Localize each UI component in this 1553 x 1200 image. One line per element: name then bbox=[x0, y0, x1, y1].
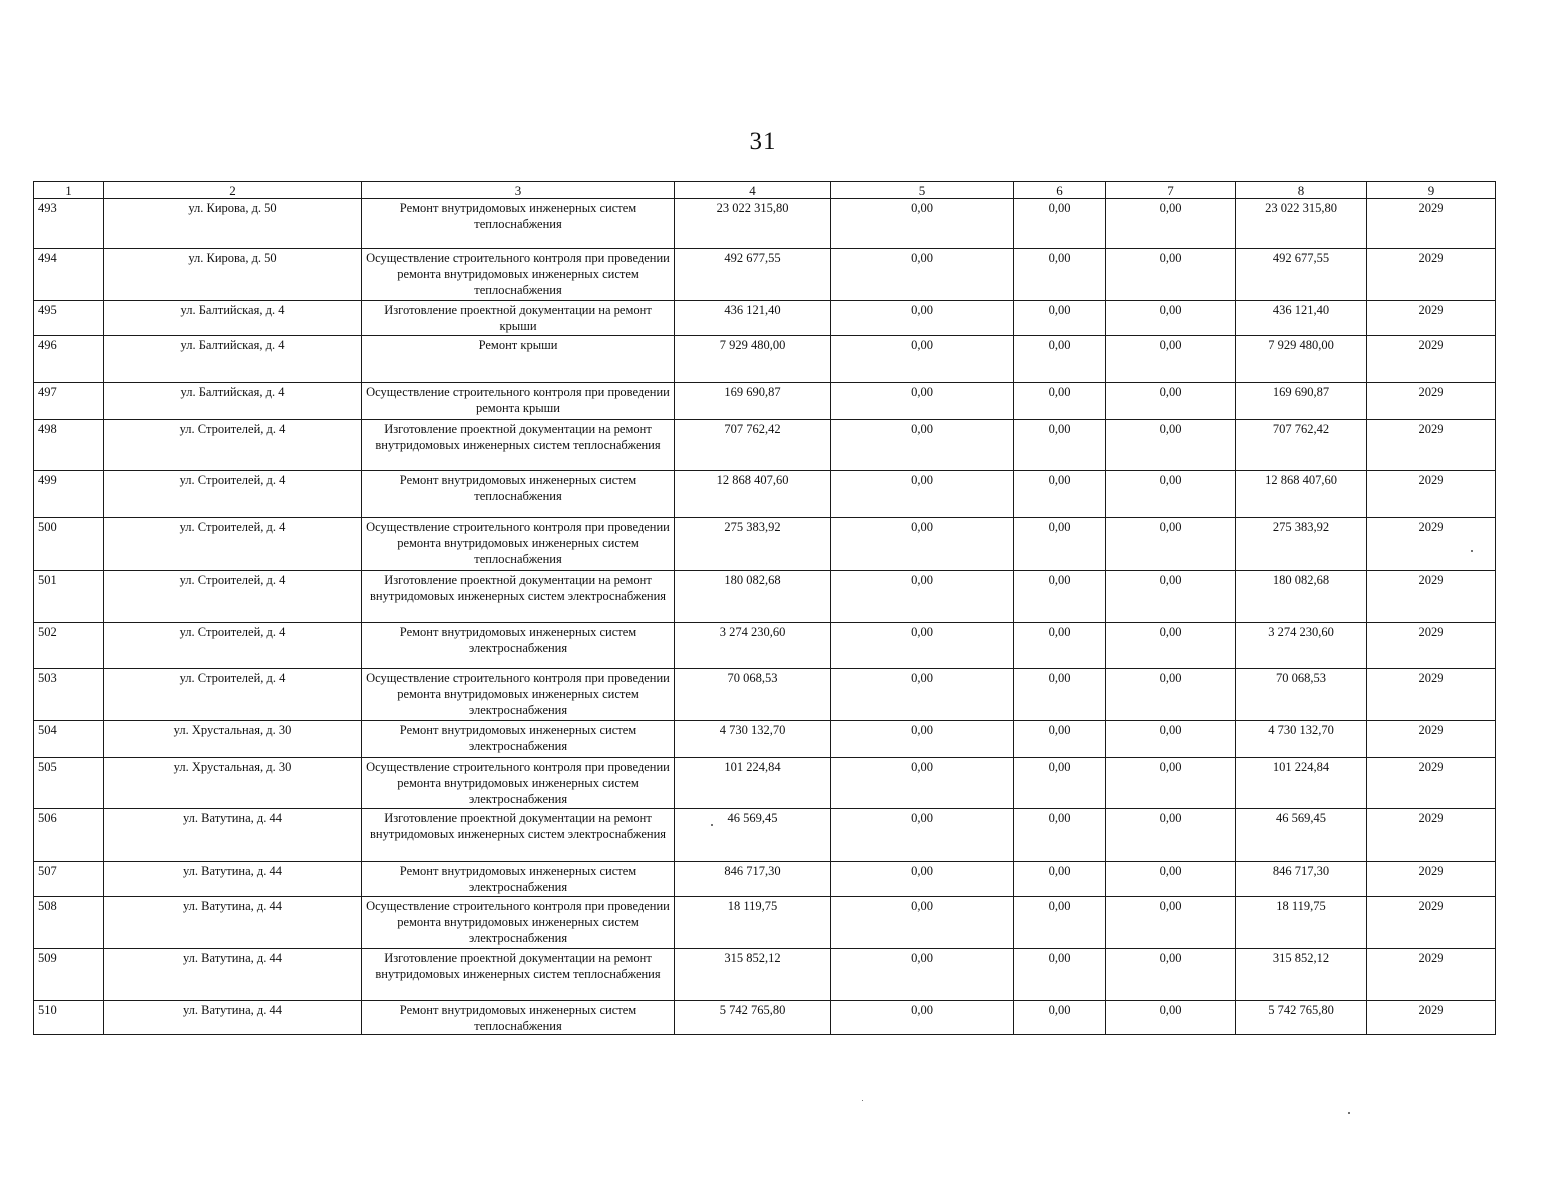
address-cell: ул. Ватутина, д. 44 bbox=[104, 949, 362, 1001]
local-budget-cell: 0,00 bbox=[1106, 862, 1236, 897]
total-cost-cell: 169 690,87 bbox=[675, 383, 831, 420]
owners-funds-cell: 315 852,12 bbox=[1236, 949, 1367, 1001]
local-budget-cell: 0,00 bbox=[1106, 721, 1236, 758]
address-cell: ул. Хрустальная, д. 30 bbox=[104, 721, 362, 758]
table-row bbox=[34, 249, 1496, 301]
owners-funds-cell: 5 742 765,80 bbox=[1236, 1001, 1367, 1035]
local-budget-cell: 0,00 bbox=[1106, 758, 1236, 809]
table-row bbox=[34, 518, 1496, 571]
fund-cell: 0,00 bbox=[831, 383, 1014, 420]
work-type-cell: Ремонт внутридомовых инженерных систем электроснабжения bbox=[362, 623, 675, 669]
budget-cell: 0,00 bbox=[1014, 669, 1106, 721]
address-cell: ул. Ватутина, д. 44 bbox=[104, 1001, 362, 1035]
work-type-cell: Изготовление проектной документации на ремонт внутридомовых инженерных систем электроснабжения bbox=[362, 809, 675, 862]
budget-cell: 0,00 bbox=[1014, 471, 1106, 518]
total-cost-cell: 4 730 132,70 bbox=[675, 721, 831, 758]
fund-cell: 0,00 bbox=[831, 199, 1014, 249]
owners-funds-cell: 46 569,45 bbox=[1236, 809, 1367, 862]
row-number: 498 bbox=[34, 420, 104, 471]
row-number: 499 bbox=[34, 471, 104, 518]
table-row bbox=[34, 1001, 1496, 1035]
address-cell: ул. Ватутина, д. 44 bbox=[104, 897, 362, 949]
column-header: 5 bbox=[831, 182, 1014, 199]
budget-cell: 0,00 bbox=[1014, 420, 1106, 471]
year-cell: 2029 bbox=[1367, 897, 1496, 949]
year-cell: 2029 bbox=[1367, 721, 1496, 758]
local-budget-cell: 0,00 bbox=[1106, 518, 1236, 571]
local-budget-cell: 0,00 bbox=[1106, 420, 1236, 471]
row-number: 497 bbox=[34, 383, 104, 420]
total-cost-cell: 5 742 765,80 bbox=[675, 1001, 831, 1035]
fund-cell: 0,00 bbox=[831, 336, 1014, 383]
year-cell: 2029 bbox=[1367, 336, 1496, 383]
work-type-cell: Изготовление проектной документации на ремонт крыши bbox=[362, 301, 675, 336]
table-row bbox=[34, 420, 1496, 471]
work-type-cell: Осуществление строительного контроля при проведении ремонта внутридомовых инженерных систем теплоснабжения bbox=[362, 518, 675, 571]
owners-funds-cell: 4 730 132,70 bbox=[1236, 721, 1367, 758]
year-cell: 2029 bbox=[1367, 571, 1496, 623]
fund-cell: 0,00 bbox=[831, 809, 1014, 862]
total-cost-cell: 180 082,68 bbox=[675, 571, 831, 623]
fund-cell: 0,00 bbox=[831, 623, 1014, 669]
fund-cell: 0,00 bbox=[831, 518, 1014, 571]
owners-funds-cell: 846 717,30 bbox=[1236, 862, 1367, 897]
work-type-cell: Ремонт внутридомовых инженерных систем электроснабжения bbox=[362, 862, 675, 897]
owners-funds-cell: 707 762,42 bbox=[1236, 420, 1367, 471]
row-number: 500 bbox=[34, 518, 104, 571]
work-type-cell: Ремонт внутридомовых инженерных систем теплоснабжения bbox=[362, 199, 675, 249]
table-row bbox=[34, 721, 1496, 758]
budget-cell: 0,00 bbox=[1014, 199, 1106, 249]
year-cell: 2029 bbox=[1367, 301, 1496, 336]
budget-cell: 0,00 bbox=[1014, 721, 1106, 758]
local-budget-cell: 0,00 bbox=[1106, 249, 1236, 301]
scan-speck bbox=[862, 1100, 863, 1101]
page-number: 31 bbox=[749, 128, 777, 155]
row-number: 509 bbox=[34, 949, 104, 1001]
budget-cell: 0,00 bbox=[1014, 623, 1106, 669]
total-cost-cell: 492 677,55 bbox=[675, 249, 831, 301]
table-row bbox=[34, 336, 1496, 383]
total-cost-cell: 46 569,45 bbox=[675, 809, 831, 862]
row-number: 494 bbox=[34, 249, 104, 301]
year-cell: 2029 bbox=[1367, 1001, 1496, 1035]
owners-funds-cell: 7 929 480,00 bbox=[1236, 336, 1367, 383]
table-row bbox=[34, 301, 1496, 336]
budget-cell: 0,00 bbox=[1014, 862, 1106, 897]
year-cell: 2029 bbox=[1367, 809, 1496, 862]
address-cell: ул. Строителей, д. 4 bbox=[104, 518, 362, 571]
total-cost-cell: 18 119,75 bbox=[675, 897, 831, 949]
owners-funds-cell: 12 868 407,60 bbox=[1236, 471, 1367, 518]
budget-cell: 0,00 bbox=[1014, 949, 1106, 1001]
local-budget-cell: 0,00 bbox=[1106, 623, 1236, 669]
row-number: 493 bbox=[34, 199, 104, 249]
owners-funds-cell: 23 022 315,80 bbox=[1236, 199, 1367, 249]
fund-cell: 0,00 bbox=[831, 1001, 1014, 1035]
address-cell: ул. Хрустальная, д. 30 bbox=[104, 758, 362, 809]
row-number: 508 bbox=[34, 897, 104, 949]
fund-cell: 0,00 bbox=[831, 862, 1014, 897]
work-type-cell: Изготовление проектной документации на ремонт внутридомовых инженерных систем теплоснабжения bbox=[362, 420, 675, 471]
local-budget-cell: 0,00 bbox=[1106, 1001, 1236, 1035]
table-row bbox=[34, 199, 1496, 249]
budget-cell: 0,00 bbox=[1014, 301, 1106, 336]
owners-funds-cell: 101 224,84 bbox=[1236, 758, 1367, 809]
table-row bbox=[34, 949, 1496, 1001]
local-budget-cell: 0,00 bbox=[1106, 571, 1236, 623]
header-row bbox=[34, 182, 1496, 199]
local-budget-cell: 0,00 bbox=[1106, 809, 1236, 862]
address-cell: ул. Строителей, д. 4 bbox=[104, 571, 362, 623]
fund-cell: 0,00 bbox=[831, 758, 1014, 809]
row-number: 504 bbox=[34, 721, 104, 758]
owners-funds-cell: 492 677,55 bbox=[1236, 249, 1367, 301]
scan-speck bbox=[1348, 1112, 1350, 1114]
address-cell: ул. Кирова, д. 50 bbox=[104, 249, 362, 301]
owners-funds-cell: 275 383,92 bbox=[1236, 518, 1367, 571]
table-row bbox=[34, 623, 1496, 669]
column-header: 4 bbox=[675, 182, 831, 199]
work-type-cell: Ремонт внутридомовых инженерных систем теплоснабжения bbox=[362, 1001, 675, 1035]
row-number: 506 bbox=[34, 809, 104, 862]
owners-funds-cell: 3 274 230,60 bbox=[1236, 623, 1367, 669]
table-row bbox=[34, 571, 1496, 623]
table-row bbox=[34, 471, 1496, 518]
budget-cell: 0,00 bbox=[1014, 336, 1106, 383]
row-number: 495 bbox=[34, 301, 104, 336]
budget-cell: 0,00 bbox=[1014, 809, 1106, 862]
budget-cell: 0,00 bbox=[1014, 383, 1106, 420]
budget-cell: 0,00 bbox=[1014, 1001, 1106, 1035]
total-cost-cell: 7 929 480,00 bbox=[675, 336, 831, 383]
owners-funds-cell: 180 082,68 bbox=[1236, 571, 1367, 623]
total-cost-cell: 12 868 407,60 bbox=[675, 471, 831, 518]
table-row bbox=[34, 862, 1496, 897]
year-cell: 2029 bbox=[1367, 623, 1496, 669]
work-type-cell: Осуществление строительного контроля при проведении ремонта внутридомовых инженерных систем электроснабжения bbox=[362, 669, 675, 721]
local-budget-cell: 0,00 bbox=[1106, 383, 1236, 420]
year-cell: 2029 bbox=[1367, 199, 1496, 249]
column-header: 2 bbox=[104, 182, 362, 199]
row-number: 507 bbox=[34, 862, 104, 897]
local-budget-cell: 0,00 bbox=[1106, 949, 1236, 1001]
table-row bbox=[34, 758, 1496, 809]
year-cell: 2029 bbox=[1367, 862, 1496, 897]
local-budget-cell: 0,00 bbox=[1106, 897, 1236, 949]
work-type-cell: Ремонт крыши bbox=[362, 336, 675, 383]
row-number: 505 bbox=[34, 758, 104, 809]
address-cell: ул. Строителей, д. 4 bbox=[104, 471, 362, 518]
total-cost-cell: 846 717,30 bbox=[675, 862, 831, 897]
total-cost-cell: 436 121,40 bbox=[675, 301, 831, 336]
row-number: 496 bbox=[34, 336, 104, 383]
local-budget-cell: 0,00 bbox=[1106, 336, 1236, 383]
year-cell: 2029 bbox=[1367, 420, 1496, 471]
owners-funds-cell: 70 068,53 bbox=[1236, 669, 1367, 721]
local-budget-cell: 0,00 bbox=[1106, 199, 1236, 249]
owners-funds-cell: 436 121,40 bbox=[1236, 301, 1367, 336]
column-header: 1 bbox=[34, 182, 104, 199]
work-type-cell: Осуществление строительного контроля при проведении ремонта внутридомовых инженерных систем электроснабжения bbox=[362, 758, 675, 809]
row-number: 503 bbox=[34, 669, 104, 721]
total-cost-cell: 70 068,53 bbox=[675, 669, 831, 721]
work-type-cell: Ремонт внутридомовых инженерных систем теплоснабжения bbox=[362, 471, 675, 518]
work-type-cell: Осуществление строительного контроля при проведении ремонта крыши bbox=[362, 383, 675, 420]
budget-cell: 0,00 bbox=[1014, 571, 1106, 623]
column-header: 8 bbox=[1236, 182, 1367, 199]
schedule-table bbox=[33, 181, 1496, 1035]
year-cell: 2029 bbox=[1367, 383, 1496, 420]
total-cost-cell: 101 224,84 bbox=[675, 758, 831, 809]
column-header: 9 bbox=[1367, 182, 1496, 199]
work-type-cell: Ремонт внутридомовых инженерных систем электроснабжения bbox=[362, 721, 675, 758]
row-number: 501 bbox=[34, 571, 104, 623]
year-cell: 2029 bbox=[1367, 471, 1496, 518]
column-header: 7 bbox=[1106, 182, 1236, 199]
work-type-cell: Осуществление строительного контроля при проведении ремонта внутридомовых инженерных систем электроснабжения bbox=[362, 897, 675, 949]
owners-funds-cell: 169 690,87 bbox=[1236, 383, 1367, 420]
address-cell: ул. Ватутина, д. 44 bbox=[104, 862, 362, 897]
table-row bbox=[34, 897, 1496, 949]
table-row bbox=[34, 669, 1496, 721]
year-cell: 2029 bbox=[1367, 758, 1496, 809]
scan-speck bbox=[1471, 550, 1473, 552]
total-cost-cell: 315 852,12 bbox=[675, 949, 831, 1001]
owners-funds-cell: 18 119,75 bbox=[1236, 897, 1367, 949]
total-cost-cell: 707 762,42 bbox=[675, 420, 831, 471]
address-cell: ул. Балтийская, д. 4 bbox=[104, 336, 362, 383]
work-type-cell: Изготовление проектной документации на ремонт внутридомовых инженерных систем электроснабжения bbox=[362, 571, 675, 623]
address-cell: ул. Строителей, д. 4 bbox=[104, 623, 362, 669]
fund-cell: 0,00 bbox=[831, 897, 1014, 949]
fund-cell: 0,00 bbox=[831, 471, 1014, 518]
address-cell: ул. Балтийская, д. 4 bbox=[104, 301, 362, 336]
row-number: 510 bbox=[34, 1001, 104, 1035]
fund-cell: 0,00 bbox=[831, 249, 1014, 301]
year-cell: 2029 bbox=[1367, 518, 1496, 571]
local-budget-cell: 0,00 bbox=[1106, 301, 1236, 336]
total-cost-cell: 3 274 230,60 bbox=[675, 623, 831, 669]
budget-cell: 0,00 bbox=[1014, 758, 1106, 809]
fund-cell: 0,00 bbox=[831, 669, 1014, 721]
address-cell: ул. Ватутина, д. 44 bbox=[104, 809, 362, 862]
local-budget-cell: 0,00 bbox=[1106, 471, 1236, 518]
fund-cell: 0,00 bbox=[831, 949, 1014, 1001]
year-cell: 2029 bbox=[1367, 669, 1496, 721]
row-number: 502 bbox=[34, 623, 104, 669]
fund-cell: 0,00 bbox=[831, 301, 1014, 336]
address-cell: ул. Кирова, д. 50 bbox=[104, 199, 362, 249]
address-cell: ул. Балтийская, д. 4 bbox=[104, 383, 362, 420]
scan-speck bbox=[711, 824, 713, 826]
budget-cell: 0,00 bbox=[1014, 518, 1106, 571]
work-type-cell: Изготовление проектной документации на ремонт внутридомовых инженерных систем теплоснабжения bbox=[362, 949, 675, 1001]
work-type-cell: Осуществление строительного контроля при проведении ремонта внутридомовых инженерных систем теплоснабжения bbox=[362, 249, 675, 301]
column-header: 3 bbox=[362, 182, 675, 199]
budget-cell: 0,00 bbox=[1014, 249, 1106, 301]
fund-cell: 0,00 bbox=[831, 721, 1014, 758]
table-row bbox=[34, 809, 1496, 862]
budget-cell: 0,00 bbox=[1014, 897, 1106, 949]
year-cell: 2029 bbox=[1367, 949, 1496, 1001]
table-row bbox=[34, 383, 1496, 420]
address-cell: ул. Строителей, д. 4 bbox=[104, 669, 362, 721]
local-budget-cell: 0,00 bbox=[1106, 669, 1236, 721]
fund-cell: 0,00 bbox=[831, 571, 1014, 623]
fund-cell: 0,00 bbox=[831, 420, 1014, 471]
total-cost-cell: 23 022 315,80 bbox=[675, 199, 831, 249]
total-cost-cell: 275 383,92 bbox=[675, 518, 831, 571]
address-cell: ул. Строителей, д. 4 bbox=[104, 420, 362, 471]
column-header: 6 bbox=[1014, 182, 1106, 199]
year-cell: 2029 bbox=[1367, 249, 1496, 301]
